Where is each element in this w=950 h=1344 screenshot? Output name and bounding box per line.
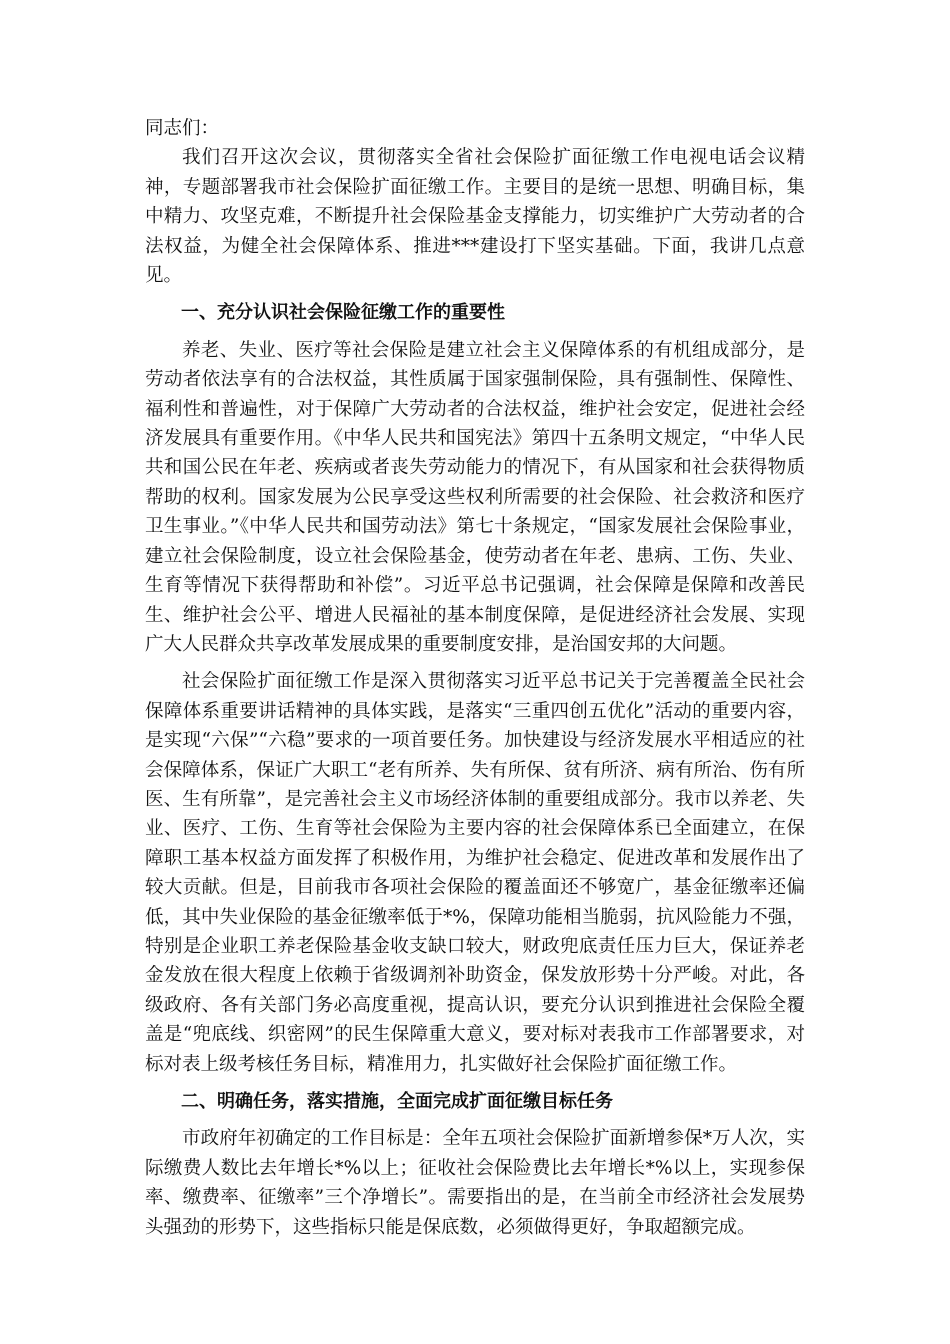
paragraph-section1-b: 社会保险扩面征缴工作是深入贯彻落实习近平总书记关于完善覆盖全民社会保障体系重要讲话精神的具体实践，是落实“三重四创五优化”活动的重要内容，是实现“六保”“六稳”要求的一项首要任务。加快建设与经济发展水平相适应的社会保障体系，保证广大职工“老有所养、失有所保、贫有所济、病有所治、伤有所医、生有所靠”，是完善社会主义市场经济体制的重要组成部分。我市以养老、失业、医疗、工伤、生育等社会保险为主要内容的社会保障体系已全面建立，在保障职工基本权益方面发挥了积极作用，为维护社会稳定、促进改革和发展作出了较大贡献。但是，目前我市各项社会保险的覆盖面还不够宽广，基金征缴率还偏低，其中失业保险的基金征缴率低于*%，保障功能相当脆弱，抗风险能力不强，特别是企业职工养老保险基金收支缺口较大，财政兜底责任压力巨大，保证养老金发放在很大程度上依赖于省级调剂补助资金，保发放形势十分严峻。对此，各级政府、各有关部门务必高度重视，提高认识，要充分认识到推进社会保险全覆盖是“兜底线、织密网”的民生保障重大意义，要对标对表我市工作部署要求，对标对表上级考核任务目标，精准用力，扎实做好社会保险扩面征缴工作。	[145, 671, 805, 1075]
salutation: 同志们：	[145, 118, 220, 139]
section-heading-1: 一、充分认识社会保险征缴工作的重要性	[181, 302, 505, 324]
paragraph-intro: 我们召开这次会议，贯彻落实全省社会保险扩面征缴工作电视电话会议精神，专题部署我市社会保险扩面征缴工作。主要目的是统一思想、明确目标，集中精力、攻坚克难，不断提升社会保险基金支撑能力，切实维护广大劳动者的合法权益，为健全社会保障体系、推进***建设打下坚实基础。下面，我讲几点意见。	[145, 147, 805, 287]
paragraph-section1-a: 养老、失业、医疗等社会保险是建立社会主义保障体系的有机组成部分，是劳动者依法享有的合法权益，其性质属于国家强制保险，具有强制性、保障性、福利性和普遍性，对于保障广大劳动者的合法权益，维护社会安定，促进社会经济发展具有重要作用。《中华人民共和国宪法》第四十五条明文规定，“中华人民共和国公民在年老、疾病或者丧失劳动能力的情况下，有从国家和社会获得物质帮助的权利。国家发展为公民享受这些权利所需要的社会保险、社会救济和医疗卫生事业。”《中华人民共和国劳动法》第七十条规定，“国家发展社会保险事业，建立社会保险制度，设立社会保险基金，使劳动者在年老、患病、工伤、失业、生育等情况下获得帮助和补偿”。习近平总书记强调，社会保障是保障和改善民生、维护社会公平、增进人民福祉的基本制度保障，是促进经济社会发展、实现广大人民群众共享改革发展成果的重要制度安排，是治国安邦的大问题。	[145, 339, 805, 655]
paragraph-gap	[145, 659, 805, 667]
section-heading-2: 二、明确任务，落实措施，全面完成扩面征缴目标任务	[181, 1091, 613, 1112]
document-body	[145, 114, 805, 1242]
paragraph-section2-a: 市政府年初确定的工作目标是：全年五项社会保险扩面新增参保*万人次，实际缴费人数比去年增长*%以上；征收社会保险费比去年增长*%以上，实现参保率、缴费率、征缴率”三个净增长”。需要指出的是，在当前全市经济社会发展势头强劲的形势下，这些指标只能是保底数，必须做得更好，争取超额完成。	[145, 1128, 805, 1238]
